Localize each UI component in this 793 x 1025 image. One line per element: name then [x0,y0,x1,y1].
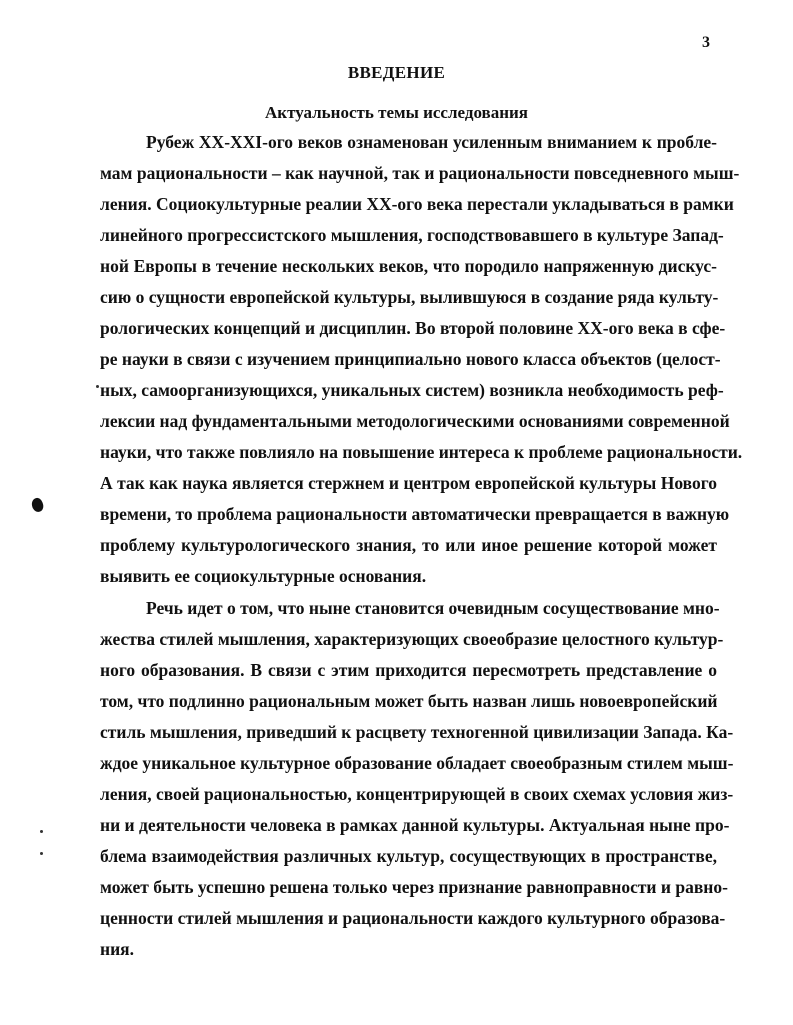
text-line: мам рациональности – как научной, так и рациональности повседневного мыш- [100,163,740,183]
text-line: ре науки в связи с изучением принципиально нового класса объектов (целост- [100,349,721,369]
text-line: ных, самоорганизующихся, уникальных систем) возникла необходимость реф- [100,380,724,400]
chapter-title: ВВЕДЕНИЕ [347,63,446,82]
page-number: 3 [702,34,710,51]
text-line: ния. [100,939,135,959]
text-line: А так как наука является стержнем и центром европейской культуры Нового [100,473,717,493]
text-line: линейного прогрессистского мышления, господствовавшего в культуре Запад- [100,225,724,245]
text-line: лексии над фундаментальными методологическими основаниями современной [100,411,730,431]
text-line: жества стилей мышления, характеризующих своеобразие целостного культур- [100,629,724,649]
text-line: ни и деятельности человека в рамках данной культуры. Актуальная ныне про- [100,815,730,835]
scan-speck [96,385,99,388]
text-line: ценности стилей мышления и рациональности каждого культурного образова- [100,908,726,928]
text-line: науки, что также повлияло на повышение интереса к проблеме рациональности. [100,442,743,462]
text-line: времени, то проблема рациональности автоматически превращается в важную [100,504,730,524]
text-line: блема взаимодействия различных культур, сосуществующих в пространстве, [100,846,717,866]
text-line: может быть успешно решена только через признание равноправности и равно- [100,877,728,897]
scan-speck [40,852,43,855]
text-line: сию о сущности европейской культуры, вылившуюся в создание ряда культу- [100,287,719,307]
scan-speck [40,830,43,833]
ink-blot [30,497,45,514]
text-line: Речь идет о том, что ныне становится очевидным сосуществование мно- [146,598,720,618]
text-line: ной Европы в течение нескольких веков, что породило напряженную дискус- [100,256,717,276]
text-line: рологических концепций и дисциплин. Во второй половине ХХ-ого века в сфе- [100,318,726,338]
text-line: Рубеж ХХ-XXI-ого веков ознаменован усиленным вниманием к пробле- [146,132,717,152]
section-title: Актуальность темы исследования [265,103,528,122]
text-line: проблему культурологического знания, то или иное решение которой может [100,535,717,555]
text-line: стиль мышления, приведший к расцвету техногенной цивилизации Запада. Ка- [100,722,734,742]
text-line: том, что подлинно рациональным может быть назван лишь новоевропейский [100,691,718,711]
text-line: ного образования. В связи с этим приходится пересмотреть представление о [100,660,717,680]
text-line: выявить ее социокультурные основания. [100,566,427,586]
text-line: ления. Социокультурные реалии ХХ-ого века перестали укладываться в рамки [100,194,734,214]
text-line: ления, своей рациональностью, концентрирующей в своих схемах условия жиз- [100,784,734,804]
text-line: ждое уникальное культурное образование обладает своеобразным стилем мыш- [100,753,734,773]
